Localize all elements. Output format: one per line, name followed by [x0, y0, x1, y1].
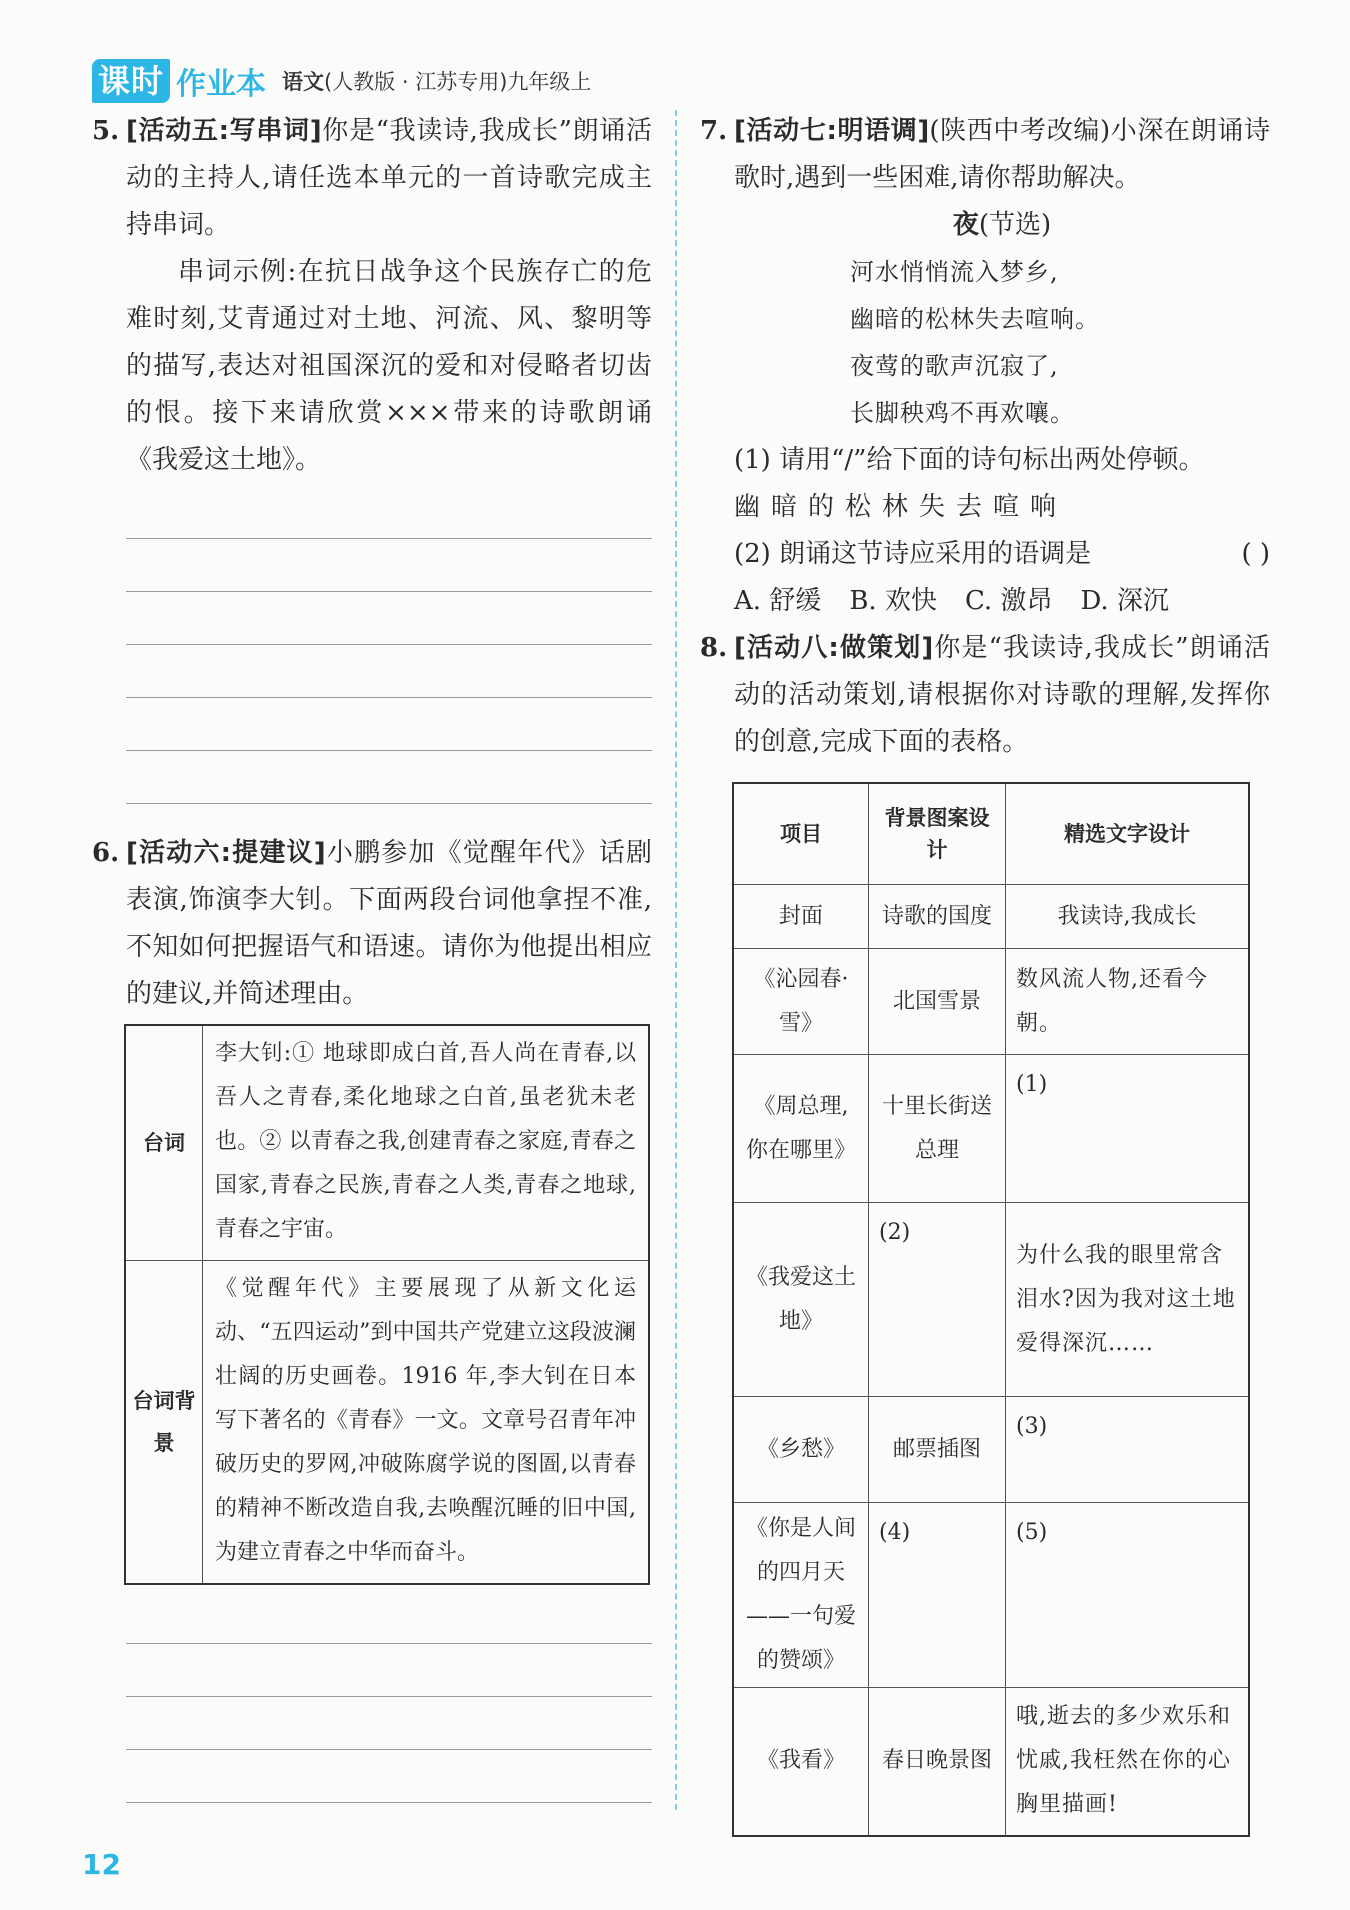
- table-cell: 《周总理,你在哪里》: [733, 1055, 869, 1203]
- dialogue-table: [124, 1024, 650, 1585]
- answer-paren[interactable]: ( ): [1241, 539, 1270, 569]
- answer-cell-5[interactable]: (5): [1006, 1503, 1250, 1688]
- table-row: [733, 1397, 1249, 1503]
- column-header: 项目: [733, 783, 869, 885]
- question-7: [700, 108, 1270, 625]
- answer-line[interactable]: [126, 539, 652, 592]
- table-cell: 邮票插图: [869, 1397, 1006, 1503]
- answer-area[interactable]: [126, 1591, 652, 1803]
- activity-tag: [活动八:做策划]: [734, 633, 934, 663]
- answer-line[interactable]: [126, 1697, 652, 1750]
- table-row: [733, 1203, 1249, 1397]
- sub-question-1: (1) 请用“/”给下面的诗句标出两处停顿。: [734, 445, 1205, 475]
- table-cell: 哦,逝去的多少欢乐和忧戚,我枉然在你的心胸里描画!: [1006, 1688, 1250, 1836]
- question-number: 5.: [92, 116, 120, 146]
- question-8: [700, 625, 1270, 1837]
- table-row: [733, 885, 1249, 949]
- right-column: [700, 108, 1270, 1837]
- table-row: [125, 1025, 649, 1261]
- column-divider: [675, 110, 677, 1810]
- table-row: [733, 1688, 1249, 1836]
- question-number: 6.: [92, 838, 120, 868]
- option-list: [700, 578, 1270, 625]
- activity-tag: [活动五:写串词]: [126, 116, 322, 146]
- sub-question-2: (2) 朗诵这节诗应采用的语调是 ( ): [700, 531, 1270, 578]
- activity-tag: [活动六:提建议]: [126, 838, 326, 868]
- answer-line[interactable]: [126, 645, 652, 698]
- example-paragraph: 串词示例:在抗日战争这个民族存亡的危难时刻,艾青通过对土地、河流、风、黎明等的描写,表达对祖国深沉的爱和对侵略者切齿的恨。接下来请欣赏×××带来的诗歌朗诵《我爱这土地》。: [126, 257, 652, 475]
- table-cell: 北国雪景: [869, 949, 1006, 1055]
- row-label: 台词: [125, 1025, 203, 1261]
- left-column: [92, 108, 652, 1803]
- table-row: [125, 1261, 649, 1585]
- page-number: 12: [82, 1848, 121, 1881]
- answer-line[interactable]: [126, 1750, 652, 1803]
- option-d[interactable]: D. 深沉: [1080, 586, 1169, 616]
- page-header: [92, 58, 591, 104]
- table-cell: 十里长街送总理: [869, 1055, 1006, 1203]
- poem-line: 幽暗的松林失去喧响。: [850, 305, 1100, 333]
- question-number: 7.: [700, 116, 728, 146]
- answer-line[interactable]: [126, 751, 652, 804]
- answer-cell-1[interactable]: (1): [1006, 1055, 1250, 1203]
- table-cell: 《沁园春·雪》: [733, 949, 869, 1055]
- question-5: [92, 108, 652, 804]
- table-row: [733, 949, 1249, 1055]
- question-text: 你是“我读诗,我成长”朗诵活动的主持人,请任选本单元的一首诗歌完成主持串词。: [126, 116, 652, 240]
- answer-cell-4[interactable]: (4): [869, 1503, 1006, 1688]
- activity-tag: [活动七:明语调]: [734, 116, 930, 146]
- option-b[interactable]: B. 欢快: [849, 586, 937, 616]
- answer-cell-3[interactable]: (3): [1006, 1397, 1250, 1503]
- brand-logo: 课时: [92, 59, 170, 103]
- option-a[interactable]: A. 舒缓: [734, 586, 822, 616]
- question-6: [92, 830, 652, 1803]
- poem-line: 长脚秧鸡不再欢嚷。: [850, 399, 1075, 427]
- poem-title: 夜(节选): [952, 210, 1052, 240]
- table-cell: 《乡愁》: [733, 1397, 869, 1503]
- answer-cell-2[interactable]: (2): [869, 1203, 1006, 1397]
- table-cell: 数风流人物,还看今朝。: [1006, 949, 1250, 1055]
- row-content: 《觉醒年代》主要展现了从新文化运动、“五四运动”到中国共产党建立这段波澜壮阔的历史画卷。1916 年,李大钊在日本写下著名的《青春》一文。文章号召青年冲破历史的罗网,冲破陈腐学说的图圄,以青春的精神不断改造自我,去唤醒沉睡的旧中国,为建立青春之中华而奋斗。: [203, 1261, 650, 1585]
- answer-line[interactable]: [126, 592, 652, 645]
- question-number: 8.: [700, 633, 728, 663]
- poem-line: 河水悄悄流入梦乡,: [850, 258, 1059, 286]
- row-label: 台词背景: [125, 1261, 203, 1585]
- table-cell: 诗歌的国度: [869, 885, 1006, 949]
- table-row: [733, 1055, 1249, 1203]
- poem-note: (节选): [978, 210, 1052, 240]
- planning-table: [732, 782, 1250, 1837]
- answer-area[interactable]: [126, 486, 652, 804]
- row-content: 李大钊:① 地球即成白首,吾人尚在青春,以吾人之青春,柔化地球之白首,虽老犹未老也。② 以青春之我,创建青春之家庭,青春之国家,青春之民族,青春之人类,青春之地球,青春之宇宙。: [203, 1025, 650, 1261]
- answer-line[interactable]: [126, 1644, 652, 1697]
- table-cell: 《我看》: [733, 1688, 869, 1836]
- table-cell: 封面: [733, 885, 869, 949]
- table-header-row: [733, 783, 1249, 885]
- column-header: 精选文字设计: [1006, 783, 1250, 885]
- option-c[interactable]: C. 激昂: [964, 586, 1053, 616]
- pause-marking-line[interactable]: 幽暗的松林失去喧响: [734, 492, 1068, 522]
- question-text: (陕西中考改编)小深在朗诵诗歌时,遇到一些困难,请你帮助解决。: [734, 116, 1270, 193]
- question-text: 小鹏参加《觉醒年代》话剧表演,饰演李大钊。下面两段台词他拿捏不准,不知如何把握语气和语速。请你为他提出相应的建议,并简述理由。: [126, 838, 652, 1009]
- answer-line[interactable]: [126, 698, 652, 751]
- table-row: [733, 1503, 1249, 1688]
- subject-label: 语文(人教版 · 江苏专用)九年级上: [282, 70, 592, 94]
- column-header: 背景图案设计: [869, 783, 1006, 885]
- brand-logo-text: 作业本: [176, 67, 267, 102]
- table-cell: 为什么我的眼里常含泪水?因为我对这土地爱得深沉……: [1006, 1203, 1250, 1397]
- answer-line[interactable]: [126, 1591, 652, 1644]
- poem-line: 夜莺的歌声沉寂了,: [850, 352, 1059, 380]
- question-text: 你是“我读诗,我成长”朗诵活动的活动策划,请根据你对诗歌的理解,发挥你的创意,完成下面的表格。: [734, 633, 1270, 757]
- table-cell: 我读诗,我成长: [1006, 885, 1250, 949]
- table-cell: 《你是人间的四月天——一句爱的赞颂》: [733, 1503, 869, 1688]
- table-cell: 《我爱这土地》: [733, 1203, 869, 1397]
- table-cell: 春日晚景图: [869, 1688, 1006, 1836]
- answer-line[interactable]: [126, 486, 652, 539]
